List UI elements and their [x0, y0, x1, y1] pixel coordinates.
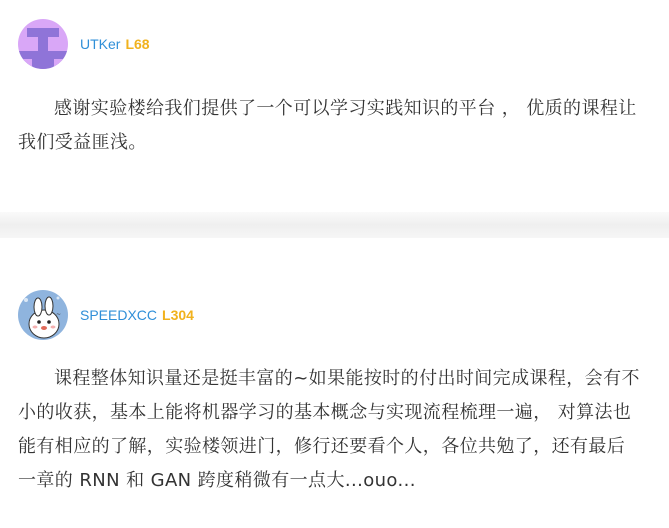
username-link[interactable]: UTKer — [80, 36, 121, 52]
user-level-badge: L304 — [162, 307, 194, 323]
review-comment: 感谢实验楼给我们提供了一个可以学习实践知识的平台 ， 优质的课程让我们受益匪浅。 — [18, 98, 637, 153]
pixel-identicon-avatar-icon — [18, 19, 68, 69]
username-link[interactable]: SPEEDXCC — [80, 307, 158, 323]
review-card — [0, 0, 669, 212]
section-divider — [0, 212, 669, 238]
review-card — [0, 238, 669, 528]
review-author — [18, 19, 150, 69]
user-level-badge: L68 — [125, 36, 150, 52]
svg-text:~: ~ — [56, 311, 62, 318]
review-comment: 课程整体知识量还是挺丰富的~如果能按时的付出时间完成课程，会有不小的收获，基本上能将机器学习的基本概念与实现流程梳理一遍， 对算法也能有相应的了解，实验楼领进门，修行还要看个人，各位共勉了，还有最后一章的 RNN 和 GAN 跨度稍微有一点大...ouo... — [18, 368, 640, 491]
review-author — [18, 290, 194, 340]
cartoon-rabbit-avatar-icon — [18, 290, 68, 340]
avatar[interactable] — [18, 19, 68, 69]
avatar[interactable] — [18, 290, 68, 340]
